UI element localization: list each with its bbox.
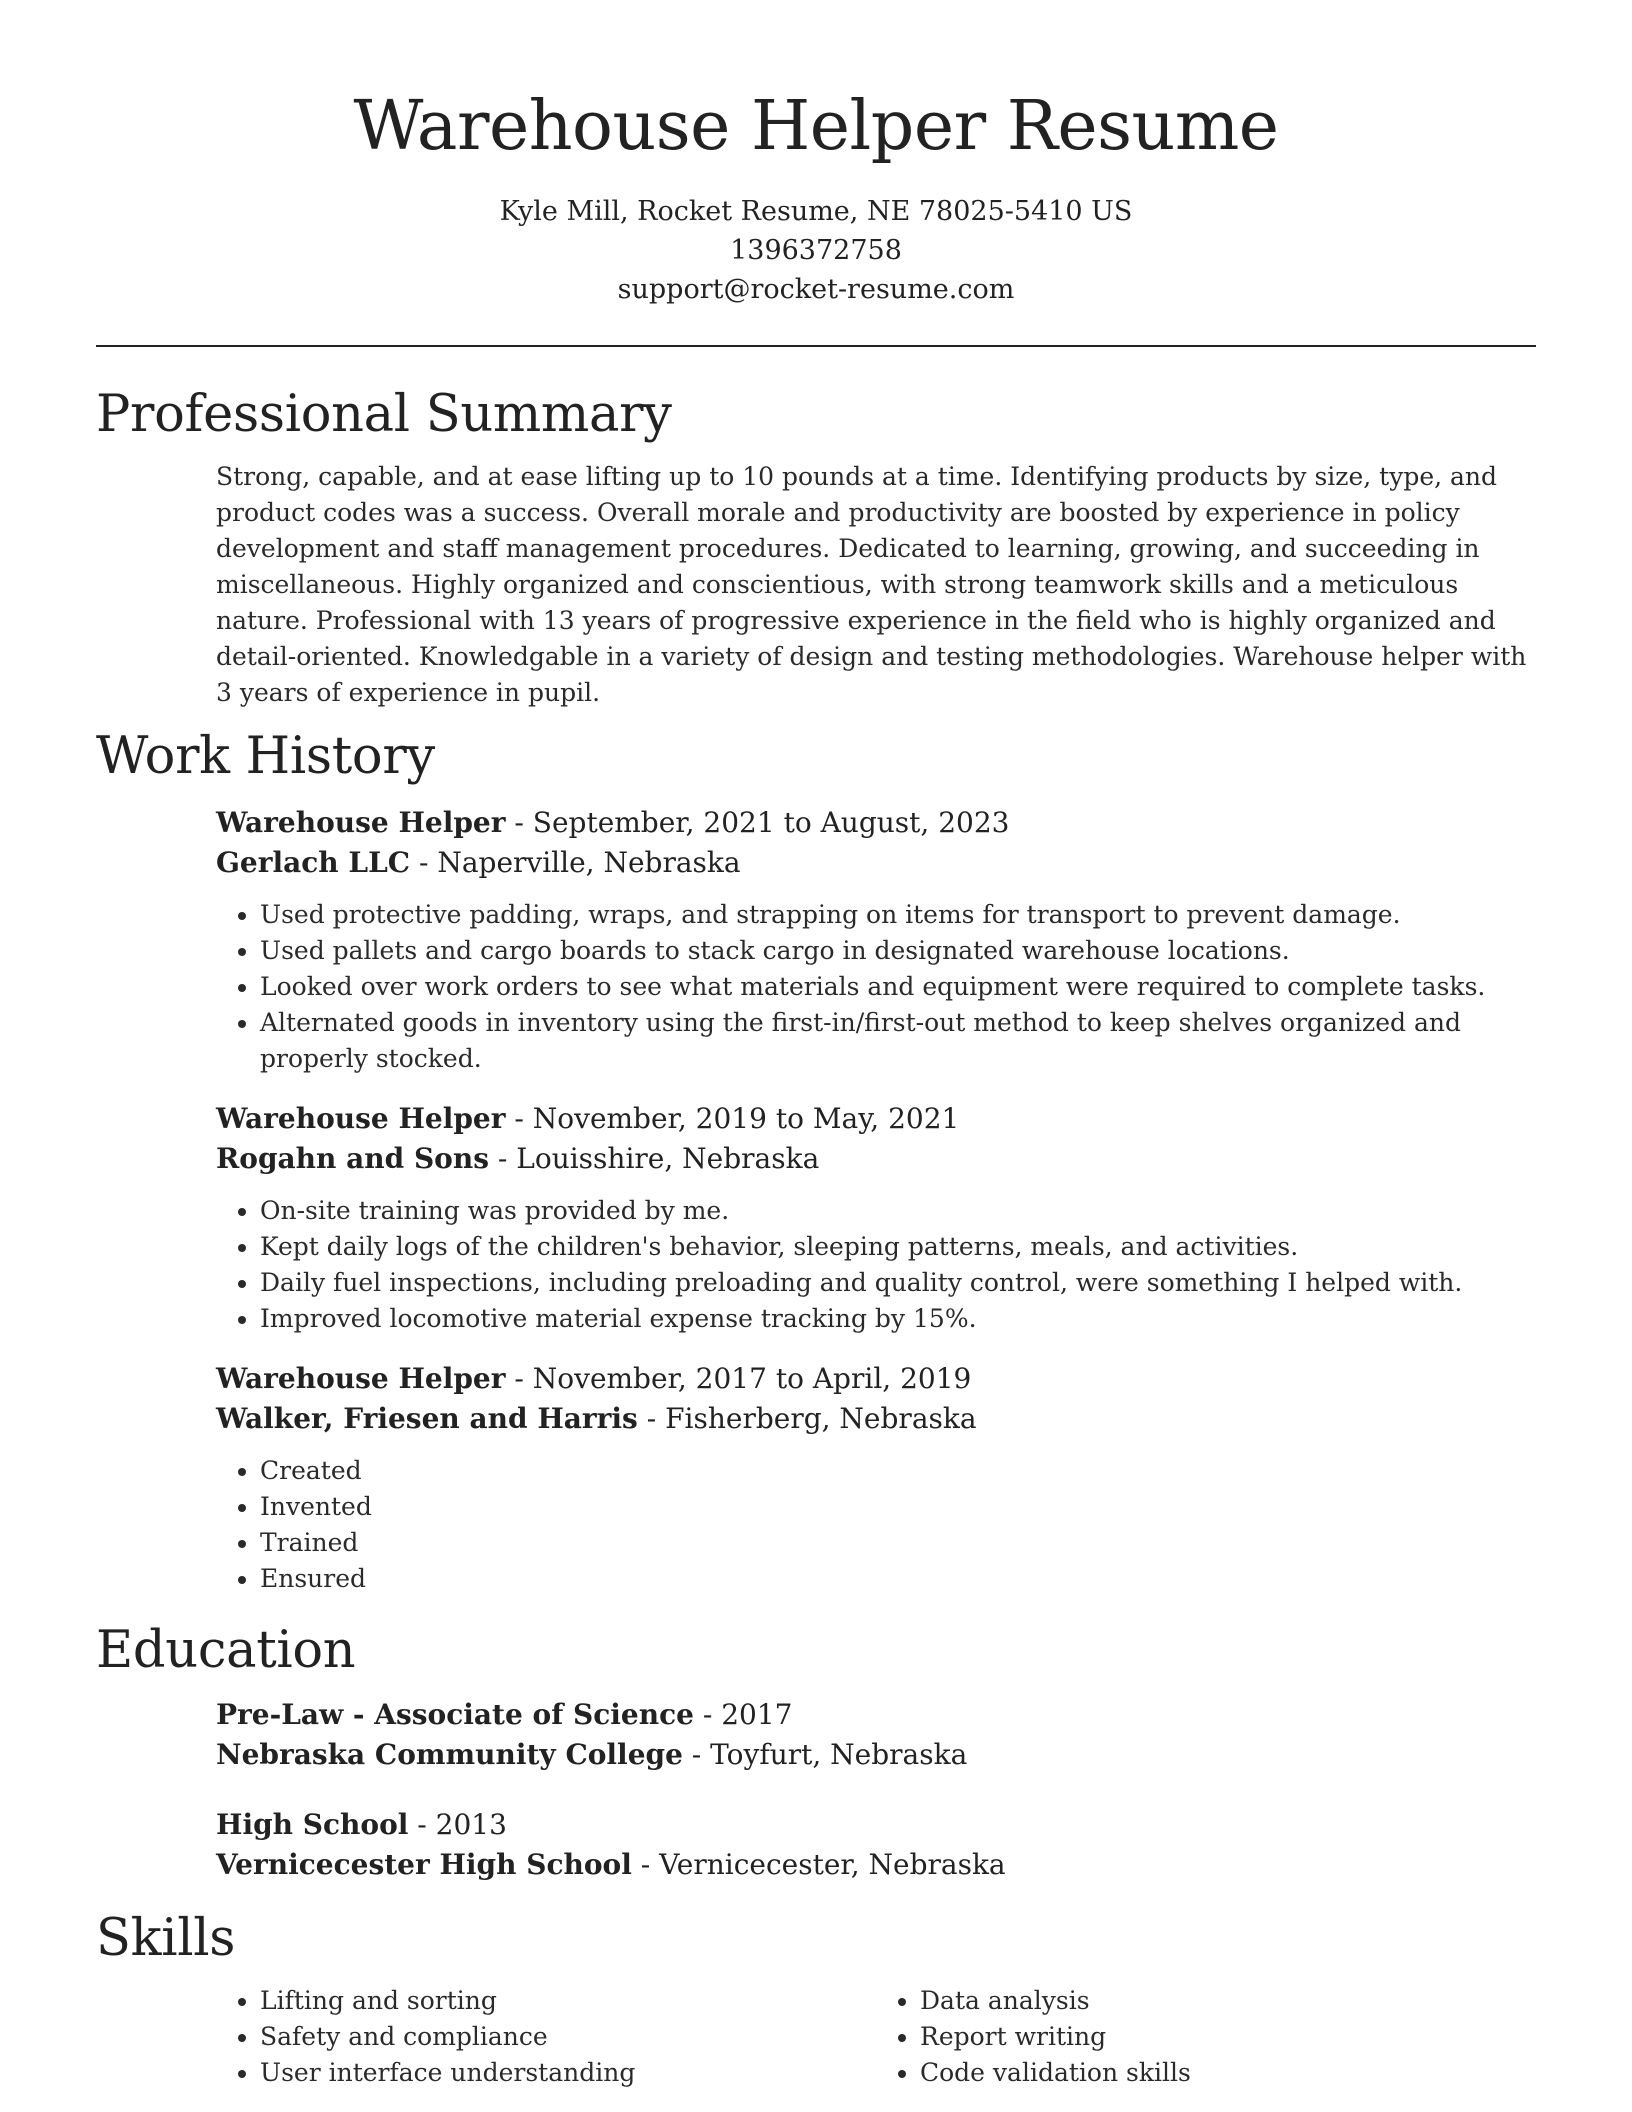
skills-list (96, 1983, 1536, 2091)
school-name: Vernicecester High School (216, 1848, 632, 1881)
school-location: - Vernicecester, Nebraska (631, 1848, 1006, 1881)
skill-item: • Report writing (920, 2019, 1536, 2055)
job-company-line (216, 1399, 1536, 1439)
job-title: Warehouse Helper (216, 1362, 506, 1395)
header-divider (96, 345, 1536, 347)
section-heading-skills: Skills (96, 1909, 236, 1968)
job-company: Walker, Friesen and Harris (216, 1402, 638, 1435)
skill-item: • Data analysis (920, 1983, 1536, 2019)
skill-item: • User interface understanding (260, 2055, 876, 2091)
skills-column-left (216, 1983, 876, 2091)
job-location: - Louisshire, Nebraska (488, 1142, 820, 1175)
skill-item: • Code validation skills (920, 2055, 1536, 2091)
school-line (216, 1735, 1536, 1775)
section-heading-summary: Professional Summary (96, 385, 672, 444)
resume-header (96, 0, 1536, 309)
list-item: • Used protective padding, wraps, and strapping on items for transport to prevent damage. (260, 897, 1536, 933)
degree-line (216, 1805, 1536, 1845)
section-heading-work-history: Work History (96, 727, 435, 786)
job-location: - Naperville, Nebraska (410, 846, 741, 879)
skill-item: • Safety and compliance (260, 2019, 876, 2055)
summary-text: Strong, capable, and at ease lifting up to 10 pounds at a time. Identifying products by size, type, and product codes was a success. Overall morale and productivity are boosted by experience in policy development and staff management procedures. Dedicated to learning, growing, and succeeding in miscellaneous. Highly organized and conscientious, with strong teamwork skills and a meticulous nature. Professional with 13 years of progressive experience in the field who is highly organized and detail-oriented. Knowledgable in a variety of design and testing methodologies. Warehouse helper with 3 years of experience in pupil. (216, 462, 1527, 707)
job-dates: - November, 2019 to May, 2021 (505, 1102, 960, 1135)
job-company-line (216, 843, 1536, 883)
list-item: • Used pallets and cargo boards to stack cargo in designated warehouse locations. (260, 933, 1536, 969)
list-item: • Looked over work orders to see what materials and equipment were required to complete tasks. (260, 969, 1536, 1005)
job-title-line (216, 803, 1536, 843)
job-company: Rogahn and Sons (216, 1142, 489, 1175)
skills-column-right (876, 1983, 1536, 2091)
degree-line (216, 1695, 1536, 1735)
section-heading-education: Education (96, 1621, 356, 1680)
list-item: • Kept daily logs of the children's behavior, sleeping patterns, meals, and activities. (260, 1229, 1536, 1265)
list-item: • Ensured (260, 1561, 1536, 1597)
list-item: • Created (260, 1453, 1536, 1489)
list-item: • Invented (260, 1489, 1536, 1525)
list-item: • Daily fuel inspections, including preloading and quality control, were something I helped with. (260, 1265, 1536, 1301)
job-title: Warehouse Helper (216, 806, 506, 839)
school-location: - Toyfurt, Nebraska (682, 1738, 968, 1771)
list-item: • Improved locomotive material expense tracking by 15%. (260, 1301, 1536, 1337)
list-item: • Alternated goods in inventory using the first-in/first-out method to keep shelves organized and properly stocked. (260, 1005, 1536, 1077)
job-entry (216, 803, 1536, 1077)
work-history-list (96, 803, 1536, 1597)
contact-info (96, 192, 1536, 309)
job-title-line (216, 1099, 1536, 1139)
job-entry (216, 1359, 1536, 1597)
skill-item: • Lifting and sorting (260, 1983, 876, 2019)
email-address: support@rocket-resume.com (617, 274, 1015, 305)
degree: High School (216, 1808, 409, 1841)
phone-number: 1396372758 (730, 235, 902, 266)
education-entry (216, 1695, 1536, 1775)
job-dates: - November, 2017 to April, 2019 (505, 1362, 972, 1395)
job-company: Gerlach LLC (216, 846, 411, 879)
job-bullets (216, 1453, 1536, 1597)
graduation-year: - 2013 (408, 1808, 507, 1841)
job-dates: - September, 2021 to August, 2023 (505, 806, 1010, 839)
education-entry (216, 1805, 1536, 1885)
school-line (216, 1845, 1536, 1885)
education-list (96, 1695, 1536, 1885)
degree: Pre-Law - Associate of Science (216, 1698, 694, 1731)
page-title: Warehouse Helper Resume (353, 87, 1279, 166)
job-bullets (216, 1193, 1536, 1337)
school-name: Nebraska Community College (216, 1738, 683, 1771)
address: Kyle Mill, Rocket Resume, NE 78025-5410 US (499, 196, 1133, 227)
job-company-line (216, 1139, 1536, 1179)
job-entry (216, 1099, 1536, 1337)
list-item: • Trained (260, 1525, 1536, 1561)
job-title: Warehouse Helper (216, 1102, 506, 1135)
graduation-year: - 2017 (693, 1698, 793, 1731)
list-item: • On-site training was provided by me. (260, 1193, 1536, 1229)
job-title-line (216, 1359, 1536, 1399)
job-bullets (216, 897, 1536, 1077)
job-location: - Fisherberg, Nebraska (637, 1402, 977, 1435)
